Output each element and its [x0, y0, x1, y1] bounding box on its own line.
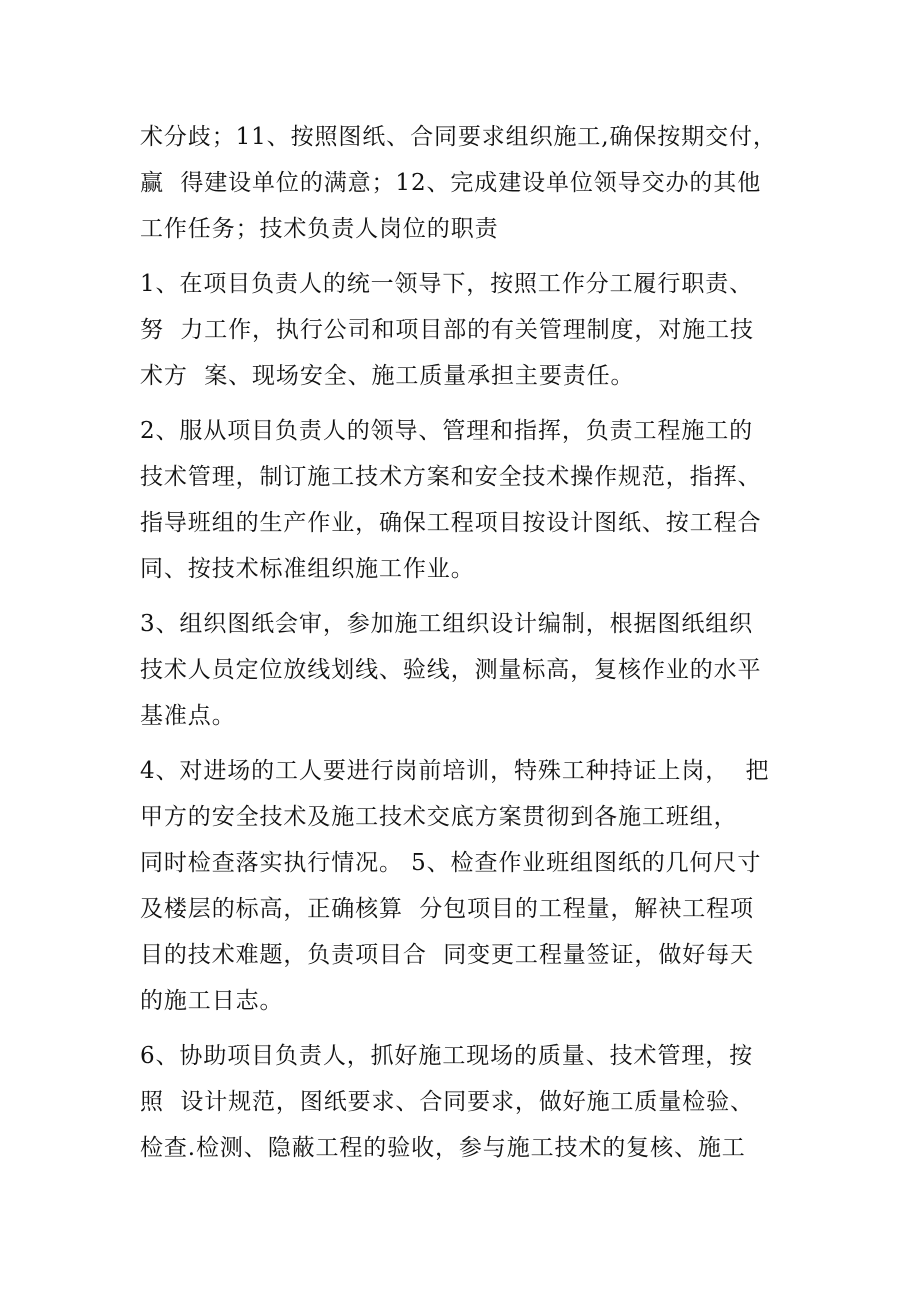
text-line: 赢 得建设单位的满意；12、完成建设单位领导交办的其他	[140, 170, 762, 196]
text-line: 2、服从项目负责人的领导、管理和指挥，负责工程施工的	[140, 418, 754, 444]
paragraph-item-2	[140, 408, 810, 592]
text-line: 基准点。	[140, 703, 236, 729]
text-line: 甲方的安全技术及施工技术交底方案贯彻到各施工班组，	[140, 804, 738, 830]
paragraph-item-3	[140, 601, 810, 739]
text-line: 目的技术难题，负责项目合 同变更工程量签证，做好每天	[140, 942, 754, 968]
paragraph-item-4	[140, 748, 810, 1024]
text-line: 及楼层的标高，正确核算 分包项目的工程量，解袂工程项	[140, 896, 754, 922]
text-line: 术分歧；11、按照图纸、合同要求组织施工,确保按期交付，	[140, 124, 777, 150]
text-line: 检查.检测、隐蔽工程的验收，参与施工技术的复核、施工	[140, 1135, 746, 1161]
paragraph-item-1	[140, 261, 810, 399]
text-line: 指导班组的生产作业，确保工程项目按设计图纸、按工程合	[140, 510, 762, 536]
paragraph-continuation	[140, 114, 810, 252]
text-line: 努 力工作，执行公司和项目部的有关管理制度，对施工技	[140, 317, 754, 343]
text-line: 术方 案、现场安全、施工质量承担主要责任。	[140, 363, 635, 389]
document-body	[140, 114, 810, 1171]
text-line: 6、协助项目负责人，抓好施工现场的质量、技术管理，按	[140, 1043, 754, 1069]
text-line: 1、在项目负责人的统一领导下，按照工作分工履行职责、	[140, 271, 754, 297]
text-line: 工作任务；技术负责人岗位的职责	[140, 216, 499, 242]
text-line: 技术管理，制订施工技术方案和安全技术操作规范，指挥、	[140, 464, 762, 490]
text-line: 同时检查落实执行情况。 5、检查作业班组图纸的几何尺寸	[140, 850, 762, 876]
text-line: 的施工日志。	[140, 988, 284, 1014]
paragraph-item-6	[140, 1033, 810, 1171]
text-line: 4、对进场的工人要进行岗前培训，特殊工种持证上岗， 把	[140, 758, 770, 784]
text-line: 同、按技术标准组织施工作业。	[140, 556, 475, 582]
text-line: 3、组织图纸会审，参加施工组织设计编制，根据图纸组织	[140, 611, 754, 637]
text-line: 照 设计规范，图纸要求、合同要求，做好施工质量检验、	[140, 1089, 754, 1115]
text-line: 技术人员定位放线划线、验线，测量标高，复核作业的水平	[140, 657, 762, 683]
